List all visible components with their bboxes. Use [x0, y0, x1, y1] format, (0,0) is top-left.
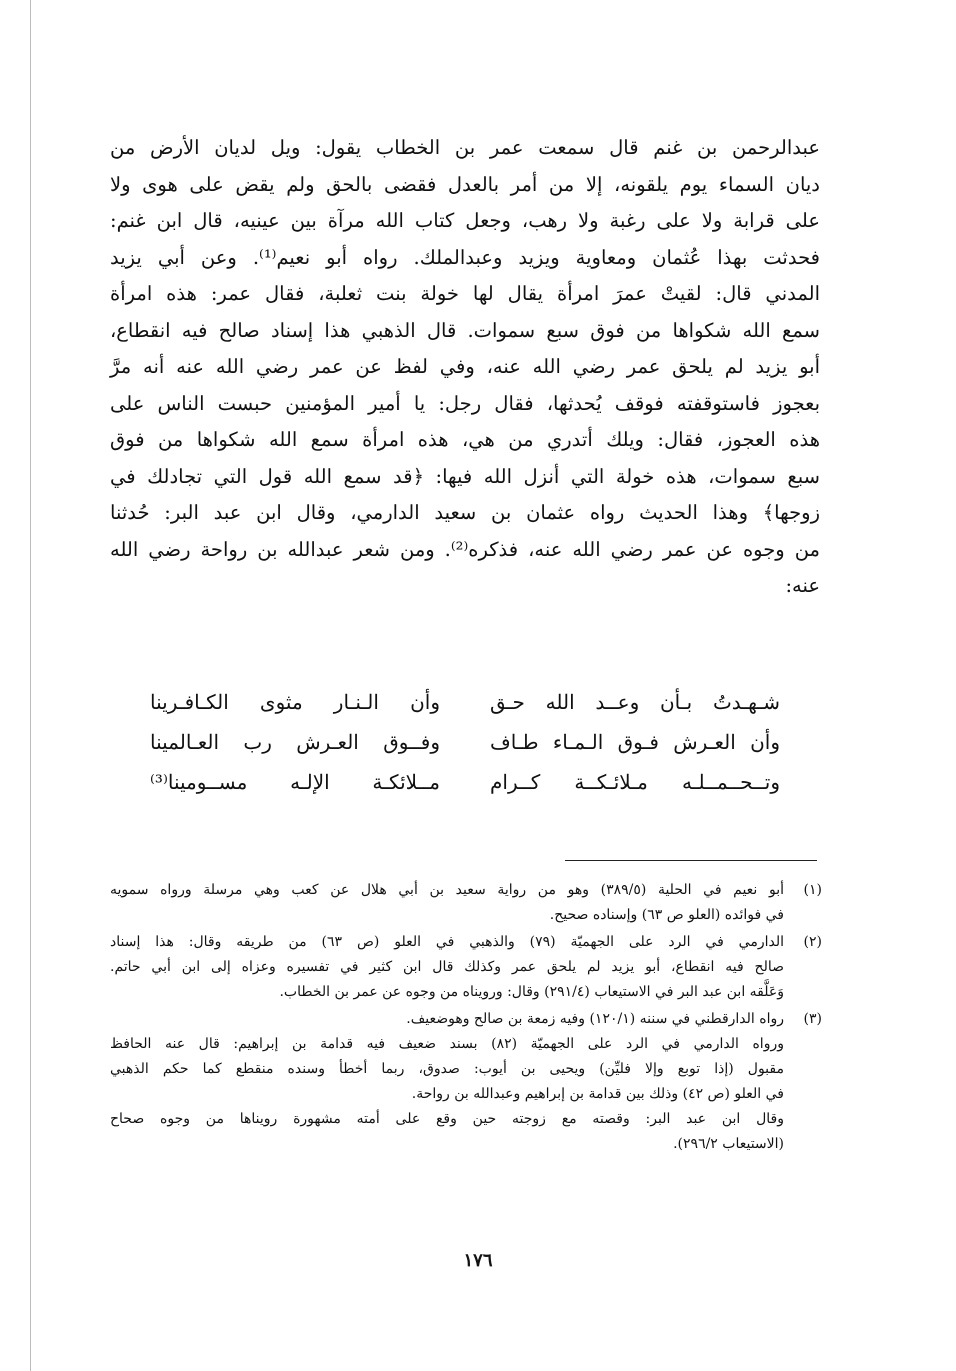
body-line: سمع الله شكواها من فوق سبع سموات. قال الذهبي هذا إسناد صالح فيه انقطاع، [110, 318, 820, 342]
footnote-body [110, 1007, 784, 1157]
body-line: من وجوه عن عمر رضي الله عنه، فذكره⁽²⁾. ومن شعر عبدالله بن رواحة رضي الله [110, 537, 820, 561]
body-line: على قرابة ولا على رغبة ولا رهب، وجعل كتاب الله مرآة بين عينيه، قال ابن غنم: [110, 209, 820, 232]
verse-first-hemistich: شـهـدتُ بـأن وعــد الله حـق [490, 690, 780, 714]
body-line: فحدثت بهذا عُثمان ومعاوية ويزيد وعبدالملك. رواه أبو نعيم⁽¹⁾. وعن أبي يزيد [110, 245, 820, 269]
footnote-line: صالح فيه انقطاع، أبو يزيد لم يلحق عمر وكذلك قال ابن كثير في تفسيره وعزاه إلى ابن أبي حاتم. [110, 959, 784, 975]
verse-second-hemistich: وأن الـنـار مثوى الكـافـرينا [150, 690, 440, 714]
verse-row [150, 762, 780, 802]
footnotes [110, 878, 822, 1159]
footnote-number: (٢) [803, 934, 822, 950]
body-line: بعجوز فاستوقفته فوقف يُحدثها، فقال رجل: يا أمير المؤمنين حبست الناس على [110, 391, 820, 415]
footnote-separator [565, 860, 817, 861]
footnote-line: رواه الدارقطني في سننه (١٢٠/١) وفيه زمعة بن صالح وهوضعيف. [406, 1011, 784, 1027]
verse-second-hemistich: مــلائكـة الإلـه مســومينا⁽³⁾ [150, 770, 440, 794]
footnote [110, 1007, 822, 1157]
footnote-body [110, 878, 784, 928]
footnote-number: (٣) [803, 1011, 822, 1027]
footnote [110, 930, 822, 1005]
footnote-body [110, 930, 784, 1005]
footnote-line: مقبول (إذا توبع وإلا فليِّن) ويحيى بن أيوب: صدوق، ربما أخطأ وسنده منقطع كما حكم الذهبي [110, 1061, 784, 1077]
body-line: سبع سموات، هذه خولة التي أنزل الله فيها: ﴿قد سمع الله قول التي تجادلك في [110, 464, 820, 488]
poem [150, 682, 780, 802]
footnote-line: وقال ابن عبد البر: وقصته مع زوجته حين وقع على أمته مشهورة رويناها من وجوه صحاح [110, 1111, 784, 1127]
footnote-number: (١) [803, 882, 822, 898]
body-line: المدني قال: لقيتْ عمرَ امرأة يقال لها خولة بنت ثعلبة، فقال عمر: هذه امرأة [110, 282, 820, 305]
footnote-line: في فوائده (العلو ص ٦٣) وإسناده صحيح. [549, 907, 784, 923]
footnote-line: أبو نعيم في الحلية (٣٨٩/٥) وهو من رواية سعيد بن أبي هلال عن كعب وهي مرسلة ورواه سمويه [110, 882, 784, 898]
page-number: ١٧٦ [463, 1250, 493, 1271]
footnote-line: (الاستيعاب ٢٩٦/٢). [673, 1136, 784, 1152]
verse-first-hemistich: وتــحــمــلـه مـلائـكــة كــرام [490, 770, 780, 794]
body-line: عبدالرحمن بن غنم قال سمعت عمر بن الخطاب يقول: ويل لديان الأرض من [110, 136, 820, 159]
verse-row [150, 682, 780, 722]
footnote-line: وَعَلَّقه ابن عبد البر في الاستيعاب (٢٩١/٤) وقال: ورويناه من وجوه عن عمر بن الخطاب. [279, 984, 784, 1000]
footnote-line: ورواه الدارمي في الرد على الجهميّة (٨٢) بسند ضعيف فيه قدامة بن إبراهيم: قال عنه الحافظ [110, 1036, 784, 1052]
body-line: أبو يزيد لم يلحق عمر رضي الله عنه، وفي لفظ عن عمر رضي الله عنه أنه مرَّ [110, 355, 820, 378]
footnote-line: في العلو (ص ٤٢) وذلك بين قدامة بن إبراهيم وعبدالله بن رواحة. [411, 1086, 784, 1102]
footnote-line: الدارمي في الرد على الجهميّة (٧٩) والذهبي في العلو (ص ٦٣) من طريقه وقال: هذا إسناد [110, 934, 785, 950]
body-line: ديان السماء يوم يلقونه، إلا من أمر بالعدل فقضى بالحق ولم يقض على هوى ولا [110, 172, 820, 196]
verse-second-hemistich: وفــوق العـرش رب العـالمينا [150, 730, 440, 754]
main-text [110, 130, 820, 605]
body-line: عنه: [785, 574, 820, 597]
body-line: هذه العجوز، فقال: ويلك أتدري من هي، هذه امرأة سمع الله شكواها من فوق [110, 428, 820, 451]
footnote [110, 878, 822, 928]
body-line: زوجها﴾ وهذا الحديث رواه عثمان بن سعيد الدارمي، وقال ابن عبد البر: حُدثنا [110, 501, 820, 524]
page-edge-line [30, 0, 31, 1371]
verse-first-hemistich: وأن العـرش فـوق الـمـاء طـاف [490, 730, 780, 754]
verse-row [150, 722, 780, 762]
